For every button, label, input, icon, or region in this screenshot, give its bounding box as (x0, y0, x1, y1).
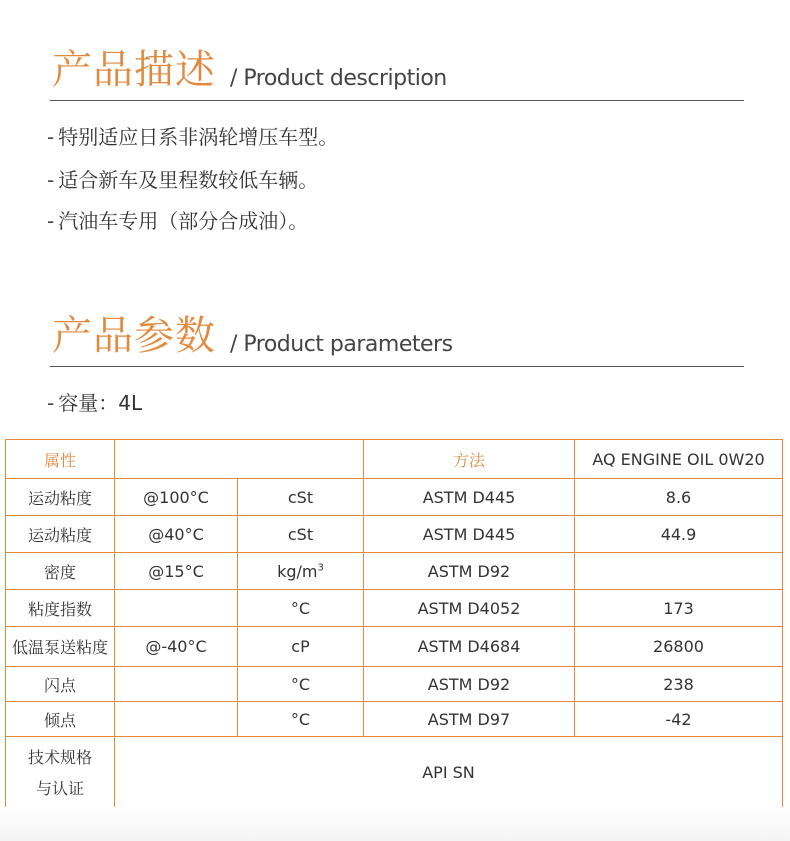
unit-superscript: 3 (317, 562, 324, 574)
cell-unit: cP (238, 627, 364, 667)
cell-property: 密度 (6, 553, 115, 590)
spec-value: API SN (115, 737, 783, 809)
spec-label-cell (6, 737, 115, 809)
spec-label-line1: 技术规格 (27, 747, 92, 767)
cell-method: ASTM D92 (364, 553, 575, 590)
cell-unit: °C (238, 590, 364, 627)
cell-property: 低温泵送粘度 (6, 627, 115, 667)
cell-value: 8.6 (575, 479, 783, 516)
cell-property: 运动粘度 (6, 479, 115, 516)
cell-condition (115, 590, 238, 627)
description-item (47, 170, 318, 190)
parameters-table (5, 439, 783, 809)
cell-method: ASTM D97 (364, 702, 575, 737)
header-product: AQ ENGINE OIL 0W20 (575, 440, 783, 479)
cell-method: ASTM D445 (364, 479, 575, 516)
table-header-row (6, 440, 783, 479)
bullet-dash: - (47, 168, 55, 192)
cell-condition: @40°C (115, 516, 238, 553)
table-row (6, 516, 783, 553)
bullet-dash: - (47, 391, 55, 415)
table-row (6, 667, 783, 702)
cell-condition (115, 667, 238, 702)
cell-condition (115, 702, 238, 737)
spec-label-line2: 与认证 (35, 778, 84, 798)
table-row (6, 627, 783, 667)
cell-unit (238, 553, 364, 590)
bullet-dash: - (47, 209, 55, 233)
parameters-title-cn: 产品参数 (52, 313, 216, 359)
cell-property: 倾点 (6, 702, 115, 737)
cell-value: 238 (575, 667, 783, 702)
cell-condition: @100°C (115, 479, 238, 516)
description-title-en: / Product description (230, 66, 447, 91)
description-item (47, 127, 338, 147)
parameters-section-header (50, 306, 744, 367)
cell-method: ASTM D4052 (364, 590, 575, 627)
cell-value: 173 (575, 590, 783, 627)
table-row (6, 590, 783, 627)
table-row (6, 553, 783, 590)
cell-value: 26800 (575, 627, 783, 667)
description-section-header (50, 40, 744, 101)
cell-value: -42 (575, 702, 783, 737)
description-item-text: 特别适应日系非涡轮增压车型。 (58, 125, 339, 149)
cell-method: ASTM D445 (364, 516, 575, 553)
cell-condition: @-40°C (115, 627, 238, 667)
cell-unit: °C (238, 667, 364, 702)
description-item-text: 适合新车及里程数较低车辆。 (58, 168, 319, 192)
cell-unit: °C (238, 702, 364, 737)
cell-property: 粘度指数 (6, 590, 115, 627)
cell-value (575, 553, 783, 590)
description-item-text: 汽油车专用（部分合成油）。 (58, 209, 309, 233)
cell-method: ASTM D4684 (364, 627, 575, 667)
table-row-spec (6, 737, 783, 809)
capacity-line (47, 393, 142, 413)
description-item (47, 211, 308, 231)
cell-condition: @15°C (115, 553, 238, 590)
unit-text: kg/m (277, 561, 318, 581)
description-title-cn: 产品描述 (52, 47, 216, 93)
header-blank (115, 440, 364, 479)
cell-value: 44.9 (575, 516, 783, 553)
cell-property: 运动粘度 (6, 516, 115, 553)
header-property: 属性 (6, 440, 115, 479)
capacity-text: 容量：4L (58, 391, 143, 415)
cell-property: 闪点 (6, 667, 115, 702)
table-row (6, 702, 783, 737)
table-row (6, 479, 783, 516)
bullet-dash: - (47, 125, 55, 149)
cell-method: ASTM D92 (364, 667, 575, 702)
bottom-fade (0, 807, 790, 841)
cell-unit: cSt (238, 516, 364, 553)
header-method: 方法 (364, 440, 575, 479)
cell-unit: cSt (238, 479, 364, 516)
parameters-title-en: / Product parameters (230, 332, 453, 357)
